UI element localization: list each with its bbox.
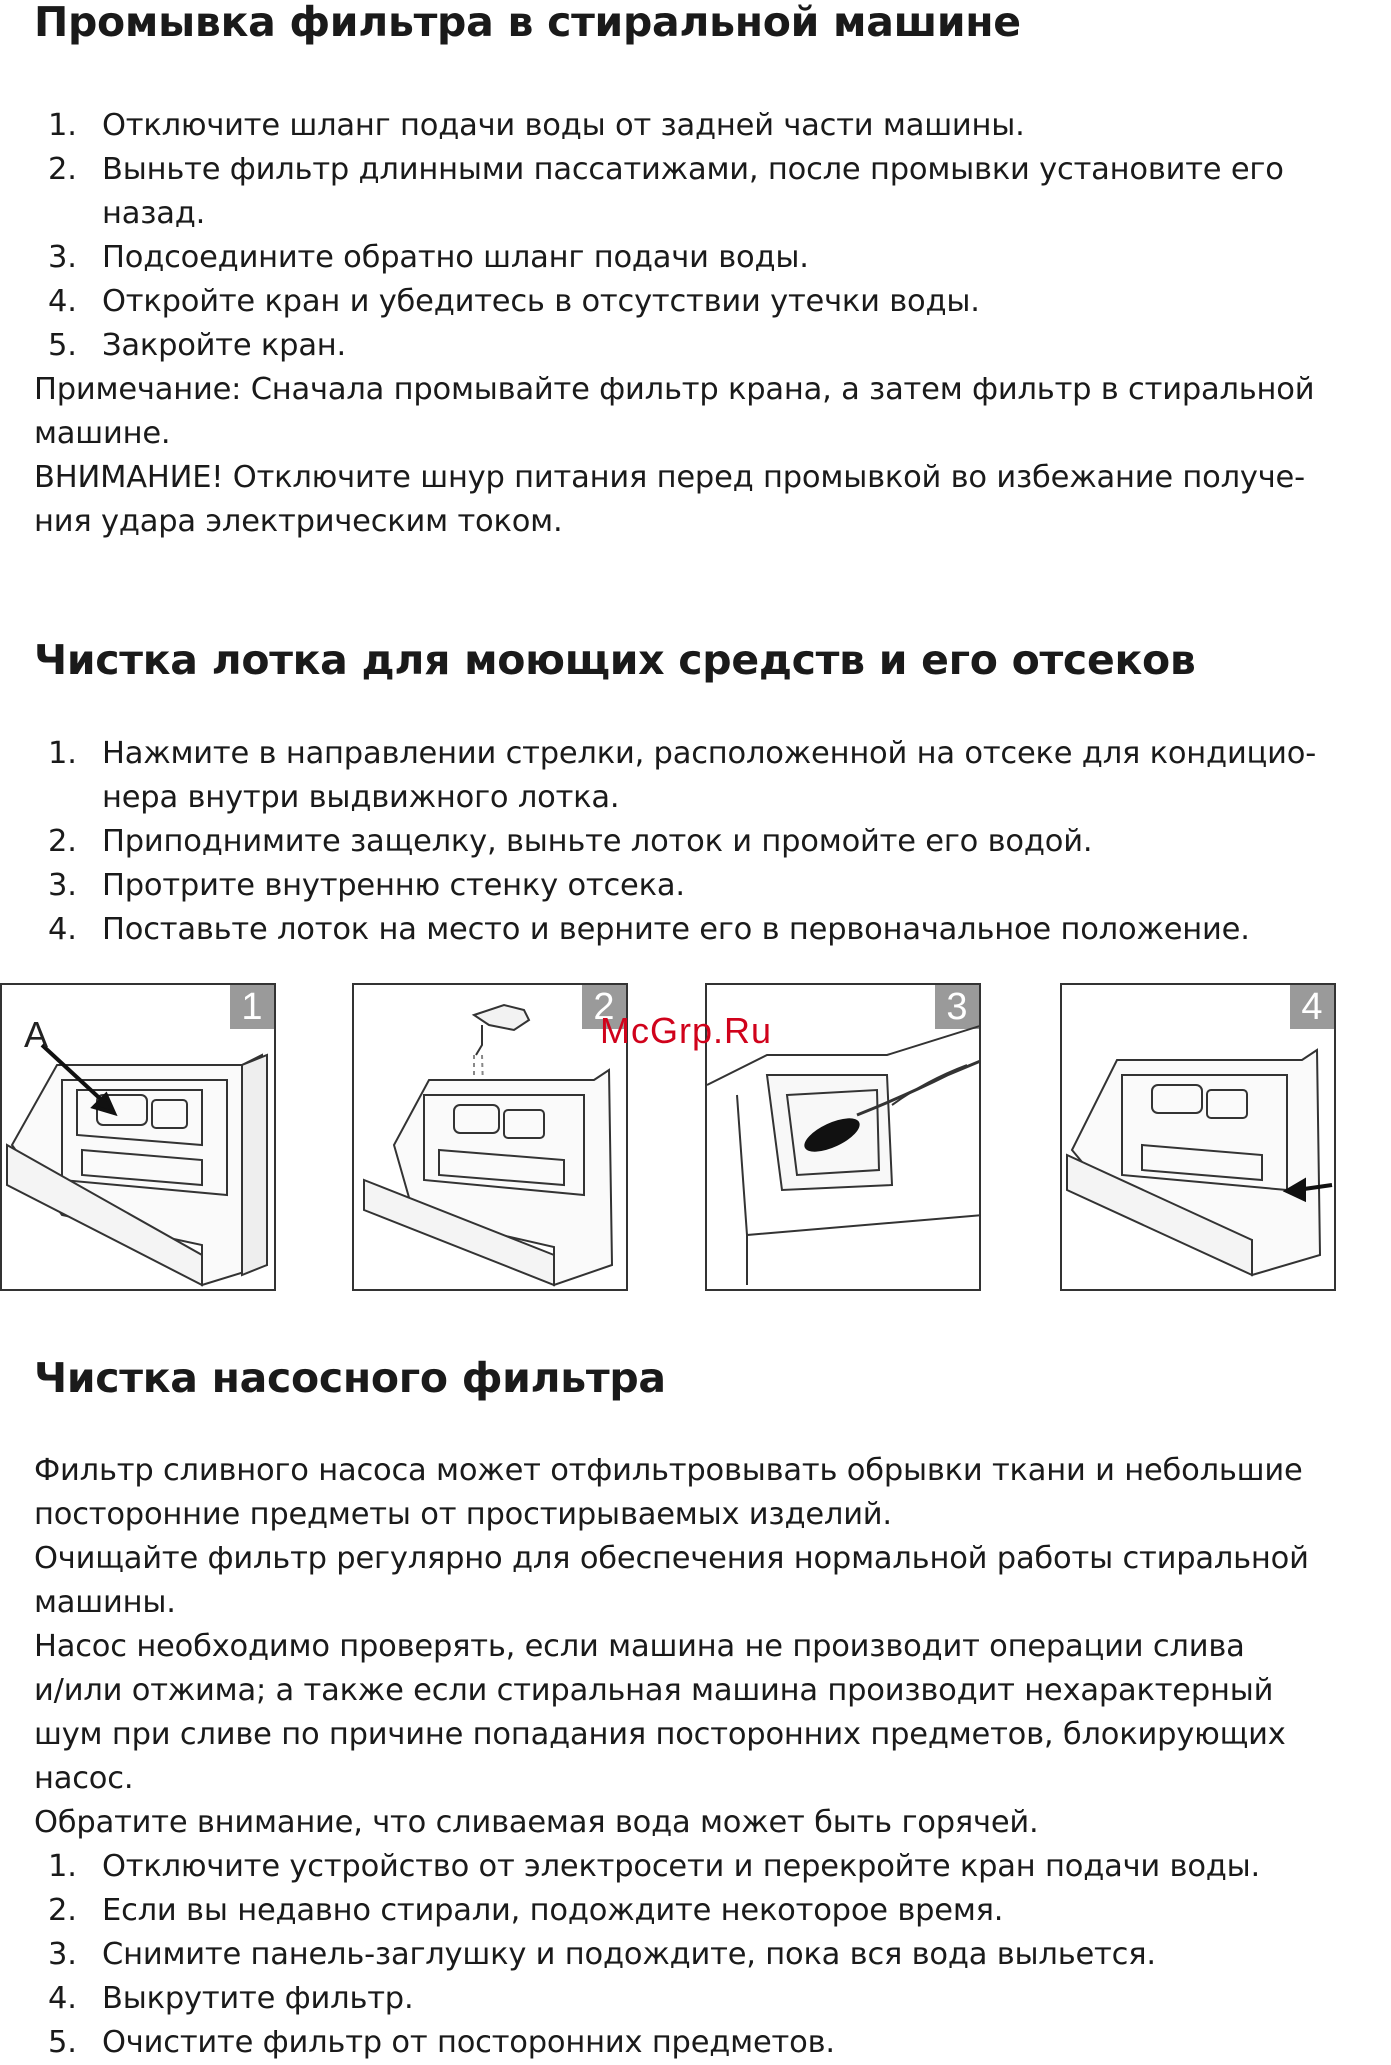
drawer-rinse-illustration: [354, 985, 628, 1291]
section2-steps: [34, 732, 1384, 952]
list-item: 3. Протрите внутренню стенку отсека.: [48, 868, 685, 903]
list-item: 2. Если вы недавно стирали, подождите некоторое время.: [48, 1893, 1004, 1928]
list-item: 5. Закройте кран.: [48, 328, 347, 363]
note-line: машине.: [34, 416, 171, 451]
paragraph-line: шум при сливе по причине попадания посторонних предметов, блокирующих: [34, 1717, 1286, 1752]
drawer-return-illustration: [1062, 985, 1336, 1291]
figure-label-a: A: [24, 1014, 49, 1055]
list-item: 3. Подсоедините обратно шланг подачи воды.: [48, 240, 809, 275]
figure-number: 1: [230, 985, 274, 1029]
paragraph-line: машины.: [34, 1585, 176, 1620]
paragraph-line: Насос необходимо проверять, если машина не производит операции слива: [34, 1629, 1245, 1664]
warning-line: ВНИМАНИЕ! Отключите шнур питания перед промывкой во избежание получе-: [34, 460, 1305, 495]
paragraph-line: посторонние предметы от простирываемых изделий.: [34, 1497, 892, 1532]
figures-row: [0, 983, 1391, 1295]
paragraph-line: насос.: [34, 1761, 134, 1796]
list-item: 2. Приподнимите защелку, выньте лоток и промойте его водой.: [48, 824, 1093, 859]
section3-paragraphs: [34, 1449, 1391, 1845]
section2-title: Чистка лотка для моющих средств и его отсеков: [34, 636, 1196, 684]
drawer-press-illustration: [2, 985, 276, 1291]
section3-title: Чистка насосного фильтра: [34, 1354, 666, 1402]
watermark: McGrp.Ru: [600, 1010, 773, 1051]
section1-note: [34, 368, 1391, 544]
section3-steps: [34, 1845, 1384, 2065]
paragraph-line: Фильтр сливного насоса может отфильтровывать обрывки ткани и небольшие: [34, 1453, 1303, 1488]
section1-title: Промывка фильтра в стиральной машине: [34, 0, 1021, 46]
list-item: 4. Выкрутите фильтр.: [48, 1981, 414, 2016]
figure-number: 3: [935, 985, 979, 1029]
figure-number: 2: [582, 985, 626, 1029]
paragraph-line: Очищайте фильтр регулярно для обеспечения нормальной работы стиральной: [34, 1541, 1309, 1576]
figure-number: 4: [1290, 985, 1334, 1029]
list-item: 5. Очистите фильтр от посторонних предметов.: [48, 2025, 835, 2060]
warning-line: ния удара электрическим током.: [34, 504, 563, 539]
paragraph-line: и/или отжима; а также если стиральная машина производит нехарактерный: [34, 1673, 1274, 1708]
list-item: 1. Отключите шланг подачи воды от задней части машины.: [48, 108, 1025, 143]
figure-1: [0, 983, 276, 1291]
list-item: 1. Нажмите в направлении стрелки, расположенной на отсеке для кондицио-нера внутри выдвижного лотка.: [48, 736, 1317, 815]
paragraph-line: Обратите внимание, что сливаемая вода может быть горячей.: [34, 1805, 1039, 1840]
list-item: 3. Снимите панель-заглушку и подождите, пока вся вода выльется.: [48, 1937, 1156, 1972]
figure-2: [352, 983, 628, 1291]
list-item: 1. Отключите устройство от электросети и перекройте кран подачи воды.: [48, 1849, 1261, 1884]
list-item: 2. Выньте фильтр длинными пассатижами, после промывки установите его назад.: [48, 152, 1284, 231]
note-line: Примечание: Сначала промывайте фильтр крана, а затем фильтр в стиральной: [34, 372, 1315, 407]
list-item: 4. Поставьте лоток на место и верните его в первоначальное положение.: [48, 912, 1250, 947]
section1-steps: [34, 104, 1384, 368]
list-item: 4. Откройте кран и убедитесь в отсутствии утечки воды.: [48, 284, 980, 319]
figure-4: [1060, 983, 1336, 1291]
